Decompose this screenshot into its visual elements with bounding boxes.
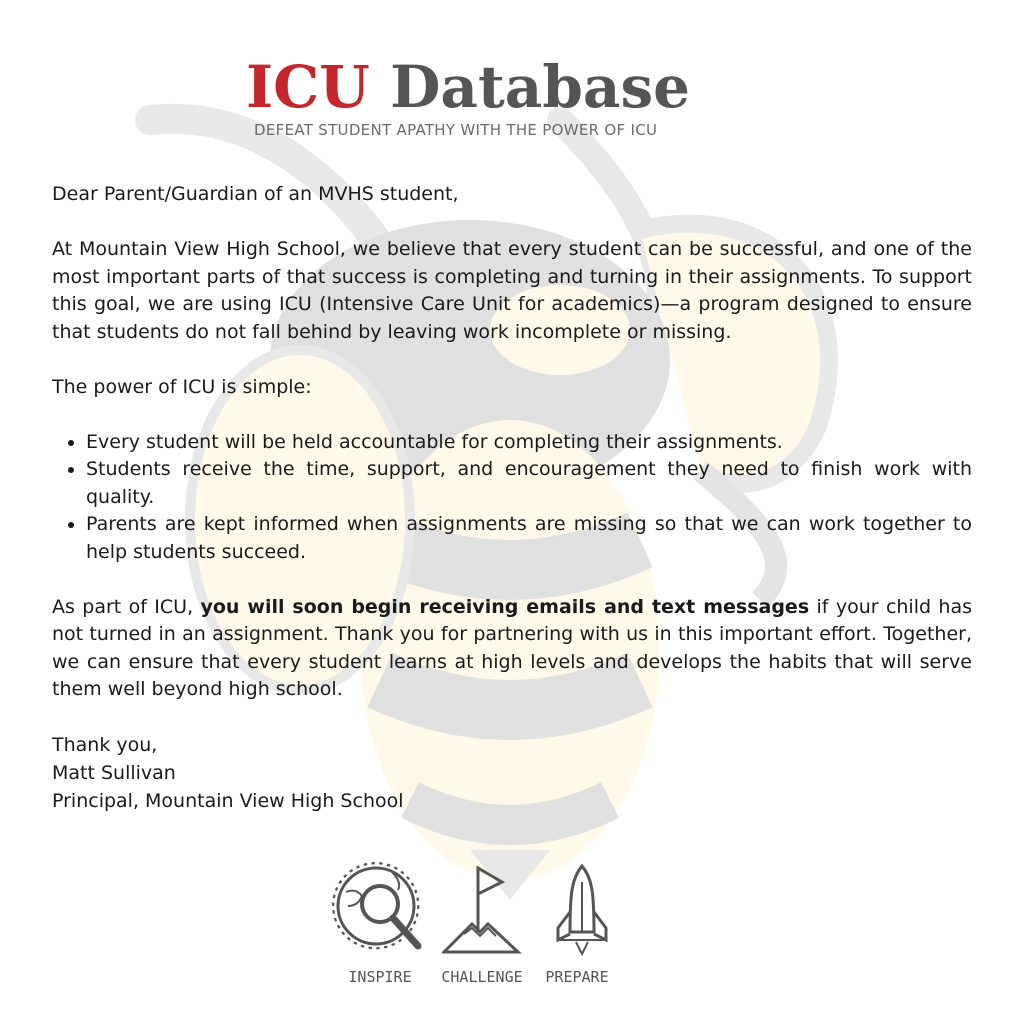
icon-label-inspire: INSPIRE — [348, 968, 412, 986]
icon-label-challenge: CHALLENGE — [441, 968, 523, 986]
list-item: • Students receive the time, support, and encouragement they need to finish work with quality. — [86, 456, 972, 511]
list-item: • Every student will be held accountable for completing their assignments. — [86, 429, 972, 457]
logo — [246, 52, 690, 122]
closing-pre: As part of ICU, — [52, 595, 201, 618]
mountain-flag-icon — [442, 862, 522, 957]
signature-block — [52, 731, 972, 815]
salutation: Dear Parent/Guardian of an MVHS student, — [52, 183, 459, 205]
tagline: DEFEAT STUDENT APATHY WITH THE POWER OF ICU — [254, 121, 658, 139]
letter-body — [52, 181, 972, 815]
signer-name: Matt Sullivan — [52, 762, 176, 784]
intro-paragraph: At Mountain View High School, we believe that every student can be successful, and one of the most important parts of that success is completing and turning in their assignments. To support this goal, we are using ICU (Intensive Care Unit for academics)—a program designed to ensure that students do not fall behind by leaving work incomplete or missing. — [52, 238, 972, 343]
closing-bold: you will soon begin receiving emails and text messages — [200, 595, 810, 618]
globe-magnifier-icon — [332, 862, 442, 957]
footer-icons — [320, 858, 620, 1008]
logo-icu-text: ICU — [246, 53, 370, 121]
signer-title: Principal, Mountain View High School — [52, 790, 404, 812]
rocket-icon — [552, 862, 612, 957]
icon-label-prepare: PREPARE — [545, 968, 609, 986]
bullet-list — [52, 429, 972, 567]
closing-post: if your child has not turned in an assignment. Thank you for partnering with us in this important effort. Together, we can ensure that every student learns at high levels and develops the habits that will serve them well beyond high school. — [52, 595, 973, 700]
logo-database-text: Database — [390, 53, 691, 121]
signoff: Thank you, — [52, 734, 158, 756]
list-item: • Parents are kept informed when assignments are missing so that we can work together to help students succeed. — [86, 511, 972, 566]
closing-paragraph — [52, 594, 972, 704]
power-line: The power of ICU is simple: — [52, 375, 312, 398]
